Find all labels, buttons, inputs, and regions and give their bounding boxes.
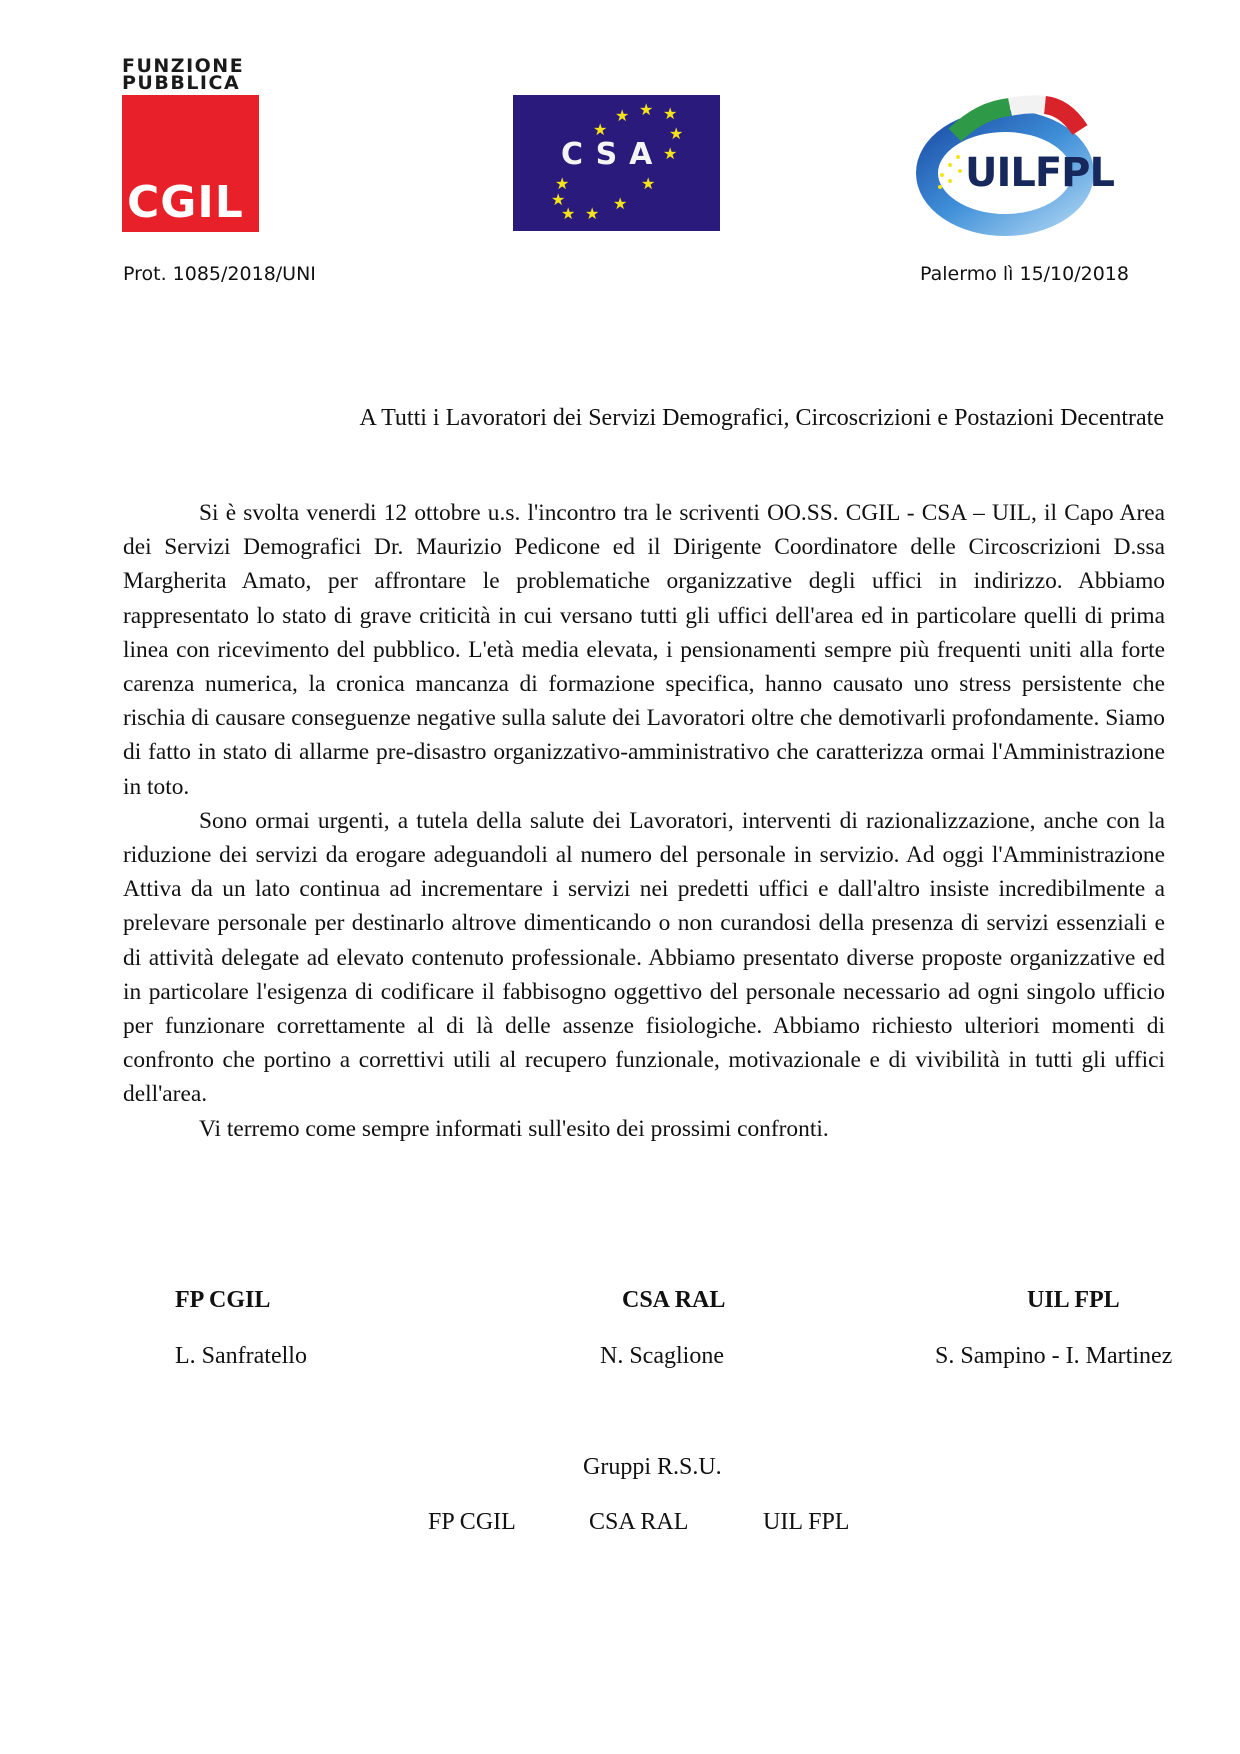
star-icon: ★ <box>585 206 600 223</box>
place-date: Palermo lì 15/10/2018 <box>920 263 1129 285</box>
cgil-logo-line1: FUNZIONE <box>122 55 245 77</box>
uilfpl-logo <box>910 85 1135 245</box>
cgil-logo <box>122 55 260 232</box>
protocol-number: Prot. 1085/2018/UNI <box>123 263 316 285</box>
rsu-title: Gruppi R.S.U. <box>583 1454 722 1480</box>
cgil-logo-line2: PUBBLICA <box>122 72 241 94</box>
cgil-logo-word: CGIL <box>127 177 244 228</box>
body-paragraph: Vi terremo come sempre informati sull'esito dei prossimi confronti. <box>199 1115 829 1142</box>
body-paragraph: Sono ormai urgenti, a tutela della salute dei Lavoratori, interventi di razionalizzazione, anche con la riduzione dei servizi da erogare adeguandoli al numero del personale in servizio. Ad oggi l'Amministrazione Attiva da un lato continua ad incrementare i servizi nei predetti uffici e dall'altro insiste incredibilmente a prelevare personale per destinarlo altrove dimenticando o non curandosi della presenza di servizi essenziali e di attività delegate ad elevato contenuto professionale. Abbiamo presentato diverse proposte organizzative ed in particolare l'esigenza di codificare il fabbisogno oggettivo del personale necessario ad ogni singolo ufficio per funzionare correttamente al di là delle assenze fisiologiche. Abbiamo richiesto ulteriori momenti di confronto che portino a correttivi utili al recupero funzionale, motivazionale e di vivibilità in tutti gli uffici dell'area. <box>123 807 1165 1108</box>
star-icon: ★ <box>663 106 678 123</box>
star-icon: ★ <box>561 206 576 223</box>
signature-name-csa-ral: N. Scaglione <box>600 1343 724 1369</box>
rsu-group-uil-fpl: UIL FPL <box>763 1509 850 1535</box>
signature-name-uil-fpl: S. Sampino - I. Martinez <box>935 1343 1173 1369</box>
csa-logo-word: CSA <box>561 137 665 172</box>
star-icon: ★ <box>593 122 608 139</box>
signature-org-fp-cgil: FP CGIL <box>175 1287 271 1313</box>
star-icon: ★ <box>613 196 628 213</box>
signature-org-uil-fpl: UIL FPL <box>1027 1287 1120 1313</box>
body-paragraph: Si è svolta venerdi 12 ottobre u.s. l'incontro tra le scriventi OO.SS. CGIL - CSA – UIL, il Capo Area dei Servizi Demografici Dr. Maurizio Pedicone ed il Dirigente Coordinatore delle Circoscrizioni D.ssa Margherita Amato, per affrontare le problematiche organizzative degli uffici in indirizzo. Abbiamo rappresentato lo stato di grave criticità in cui versano tutti gli uffici dell'area ed in particolare quelli di prima linea con ricevimento del pubblico. L'età media elevata, i pensionamenti sempre più frequenti uniti alla forte carenza numerica, la cronica mancanza di formazione specifica, hanno causato uno stress persistente che rischia di causare conseguenze negative sulla salute dei Lavoratori oltre che demotivarli profondamente. Siamo di fatto in stato di allarme pre-disastro organizzativo-amministrativo che caratterizza ormai l'Amministrazione in toto. <box>123 500 1165 800</box>
rsu-group-fp-cgil: FP CGIL <box>428 1509 516 1535</box>
csa-logo <box>513 95 720 231</box>
star-icon: ★ <box>615 108 630 125</box>
star-icon: ★ <box>555 176 570 193</box>
cgil-logo-box <box>122 95 259 232</box>
signature-name-fp-cgil: L. Sanfratello <box>175 1343 307 1369</box>
star-icon: ★ <box>551 192 566 209</box>
star-icon: ★ <box>641 176 656 193</box>
letter-body <box>123 496 1165 1146</box>
uilfpl-logo-word: UILFPL <box>965 150 1114 196</box>
star-icon: ★ <box>663 146 678 163</box>
recipient-line: A Tutti i Lavoratori dei Servizi Demografici, Circoscrizioni e Postazioni Decentrate <box>359 405 1164 431</box>
star-icon: ★ <box>669 126 684 143</box>
rsu-group-csa-ral: CSA RAL <box>589 1509 689 1535</box>
star-icon: ★ <box>639 102 654 119</box>
signature-org-csa-ral: CSA RAL <box>622 1287 726 1313</box>
